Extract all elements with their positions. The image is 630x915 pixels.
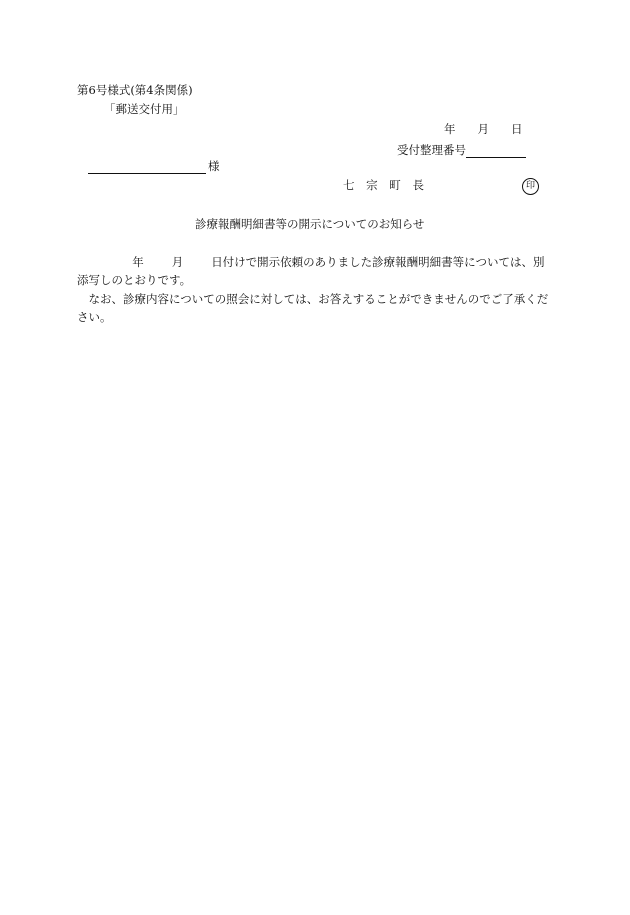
date-line [444,123,523,137]
sender-title: 七 宗 町 長 [343,178,428,192]
body-year-label: 年 [132,255,144,269]
body-month-label: 月 [171,255,184,269]
body-paragraph-2: なお、診療内容についての照会に対しては、お答えすることができませんのでご了承ください。 [77,291,549,325]
body-paragraph-1-text: 日付けで開示依頼のありました診療報酬明細書等については、別添写しのとおりです。 [77,255,545,288]
addressee-name-blank [88,161,206,174]
addressee-line [88,160,220,174]
delivery-note: 「郵送交付用」 [104,102,185,116]
addressee-honorific: 様 [208,159,220,173]
date-month-label: 月 [477,122,489,136]
notice-title: 診療報酬明細書等の開示についてのお知らせ [195,217,425,231]
form-number: 第6号様式(第4条関係) [77,83,193,97]
receipt-number-label: 受付整理番号 [397,143,466,157]
seal-stamp: 印 [522,178,539,195]
notice-body [77,253,552,327]
receipt-number-line [397,144,526,158]
date-year-label: 年 [444,122,456,136]
receipt-number-blank [466,145,526,158]
date-day-label: 日 [511,122,523,136]
body-paragraph-1 [77,253,552,290]
